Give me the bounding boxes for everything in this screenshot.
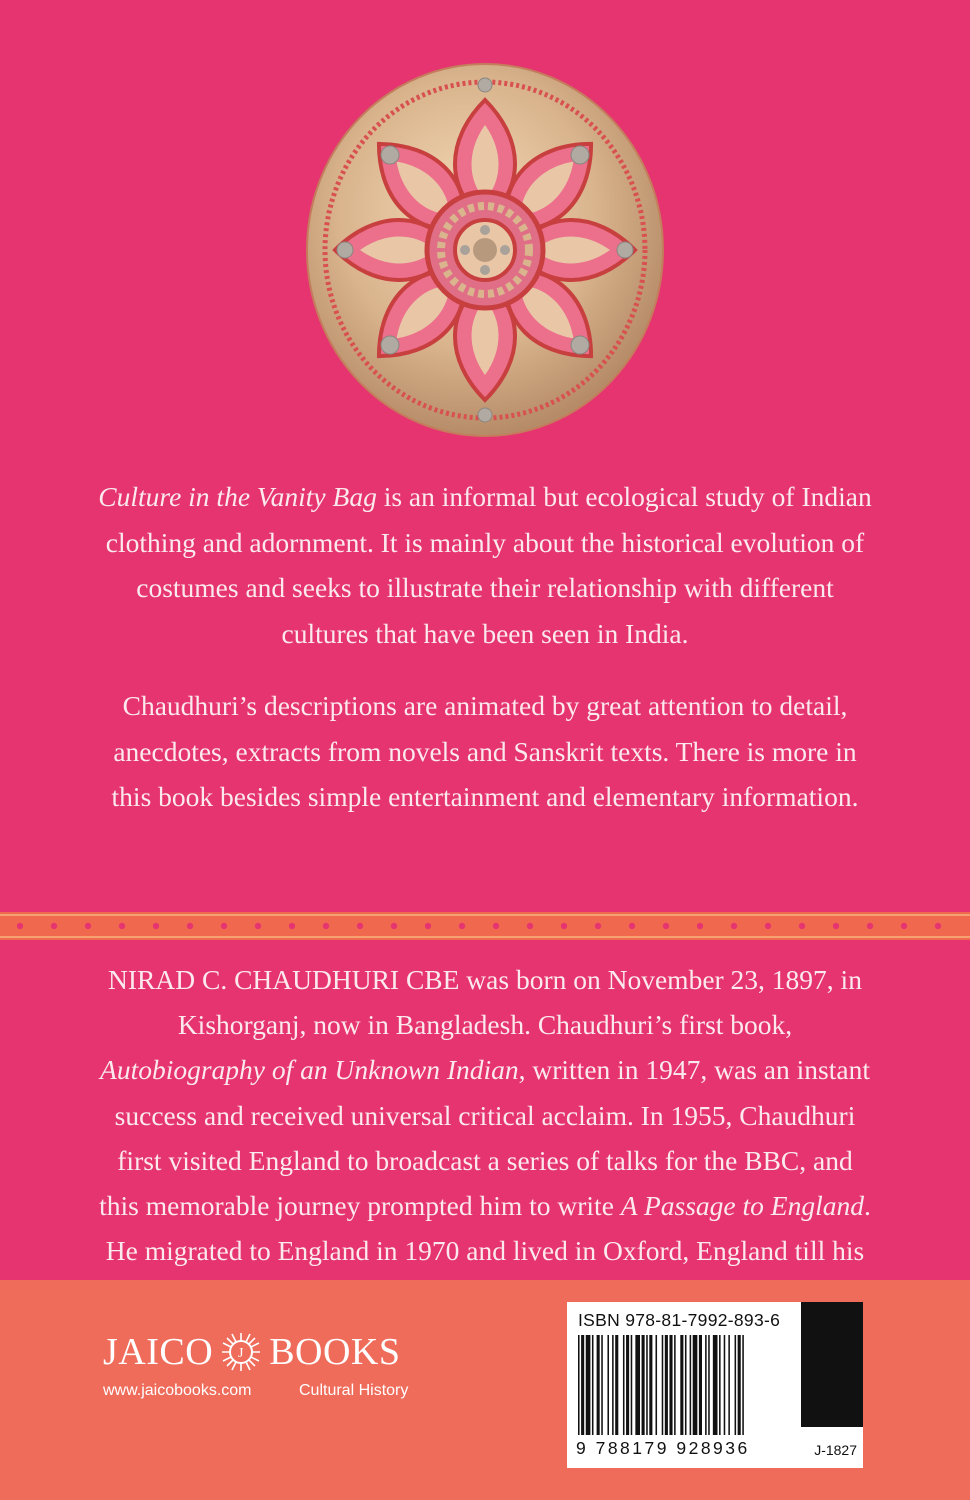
- barcode-black-panel: [801, 1302, 863, 1427]
- barcode-bar: [631, 1335, 633, 1435]
- barcode-bar: [680, 1335, 683, 1435]
- band-dot: [527, 923, 533, 929]
- barcode-bar: [626, 1335, 629, 1435]
- band-dot: [391, 923, 397, 929]
- band-dot: [731, 923, 737, 929]
- band-dot: [221, 923, 227, 929]
- publisher-logo: [103, 1330, 401, 1374]
- author-bio-book-title-2: A Passage to England: [620, 1190, 864, 1222]
- publisher-name-left: JAICO: [103, 1331, 214, 1373]
- band-dot: [935, 923, 941, 929]
- band-dot: [459, 923, 465, 929]
- band-dot: [323, 923, 329, 929]
- blurb-paragraph-1: [95, 474, 875, 656]
- band-dot: [425, 923, 431, 929]
- barcode-bar: [674, 1335, 676, 1435]
- band-dot: [289, 923, 295, 929]
- decorative-dotted-band: [0, 912, 970, 940]
- band-dot: [595, 923, 601, 929]
- barcode-bar: [649, 1335, 652, 1435]
- band-dot: [51, 923, 57, 929]
- barcode-bar: [578, 1335, 580, 1435]
- barcode-bar: [592, 1335, 594, 1435]
- barcode-bar: [586, 1335, 591, 1435]
- barcode-bar: [623, 1335, 625, 1435]
- band-dot: [255, 923, 261, 929]
- barcode-bar: [665, 1335, 668, 1435]
- barcode-bar: [708, 1335, 710, 1435]
- band-dot: [663, 923, 669, 929]
- embroidered-mandala-emblem: [300, 60, 670, 440]
- barcode-bar: [690, 1335, 692, 1435]
- barcode-bar: [642, 1335, 645, 1435]
- barcode-bars: [578, 1335, 798, 1435]
- author-biography: [95, 957, 875, 1319]
- barcode-bar: [742, 1335, 744, 1435]
- author-bio-text-2: , written in 1947, was an instant success and received universal critical acclaim. In 1955, Chaudhuri first visited England to broadcast a series of talks for the BBC, and this memorable journey prompted him to write: [99, 1054, 870, 1222]
- barcode-bar: [705, 1335, 707, 1435]
- jaico-sun-logo-icon: [221, 1332, 261, 1372]
- publisher-name-right: BOOKS: [269, 1331, 401, 1373]
- barcode-bar: [669, 1335, 672, 1435]
- publisher-website: www.jaicobooks.com: [103, 1382, 252, 1399]
- barcode-bar: [693, 1335, 698, 1435]
- band-dot: [357, 923, 363, 929]
- barcode-bar: [699, 1335, 702, 1435]
- barcode-bar: [615, 1335, 618, 1435]
- barcode-bar: [597, 1335, 600, 1435]
- band-dot: [799, 923, 805, 929]
- band-dot: [697, 923, 703, 929]
- band-dot: [901, 923, 907, 929]
- isbn-barcode: [567, 1302, 863, 1468]
- band-dot: [561, 923, 567, 929]
- barcode-bar: [635, 1335, 640, 1435]
- barcode-bar: [735, 1335, 737, 1435]
- barcode-bar: [719, 1335, 721, 1435]
- band-dot: [119, 923, 125, 929]
- barcode-bar: [646, 1335, 648, 1435]
- band-dot: [17, 923, 23, 929]
- barcode-bar: [612, 1335, 614, 1435]
- band-dot: [187, 923, 193, 929]
- dotted-band-pattern: [0, 912, 970, 940]
- barcode-bar: [581, 1335, 584, 1435]
- barcode-bar: [607, 1335, 609, 1435]
- band-dot: [493, 923, 499, 929]
- logo-letter: J: [238, 1346, 245, 1361]
- publisher-code: J-1827: [814, 1442, 857, 1458]
- author-bio-text-3: . He migrated to England in 1970 and lived in Oxford, England till his: [105, 1190, 871, 1267]
- barcode-bar: [738, 1335, 741, 1435]
- barcode-bar: [656, 1335, 658, 1435]
- barcode-bar: [685, 1335, 687, 1435]
- barcode-bar: [728, 1335, 730, 1435]
- isbn-label: ISBN 978-81-7992-893-6: [578, 1310, 781, 1330]
- band-dot: [765, 923, 771, 929]
- author-bio-book-title-1: Autobiography of an Unknown Indian: [100, 1054, 519, 1086]
- barcode-bar: [713, 1335, 718, 1435]
- band-dot: [833, 923, 839, 929]
- book-title-italic: Culture in the Vanity Bag: [98, 481, 377, 512]
- mandala-image: [300, 60, 670, 440]
- band-dot: [629, 923, 635, 929]
- blurb-paragraph-2: Chaudhuri’s descriptions are animated by great attention to detail, anecdotes, extracts from novels and Sanskrit texts. There is more in this book besides simple entertainment and elementary information.: [111, 690, 859, 812]
- book-category: Cultural History: [299, 1382, 409, 1399]
- barcode-bar: [724, 1335, 726, 1435]
- barcode-bar: [662, 1335, 664, 1435]
- author-bio-text-1: NIRAD C. CHAUDHURI CBE was born on November 23, 1897, in Kishorganj, now in Bangladesh. Chaudhuri’s first book,: [108, 964, 862, 1041]
- band-dot: [153, 923, 159, 929]
- band-dot: [867, 923, 873, 929]
- blurb-paragraph-1-text: is an informal but ecological study of Indian clothing and adornment. It is mainly about the historical evolution of costumes and seeks to illustrate their relationship with different cultures that have been seen in India.: [105, 481, 872, 649]
- barcode-digits: 9 788179 928936: [576, 1438, 750, 1458]
- band-dot: [85, 923, 91, 929]
- barcode-bar: [601, 1335, 603, 1435]
